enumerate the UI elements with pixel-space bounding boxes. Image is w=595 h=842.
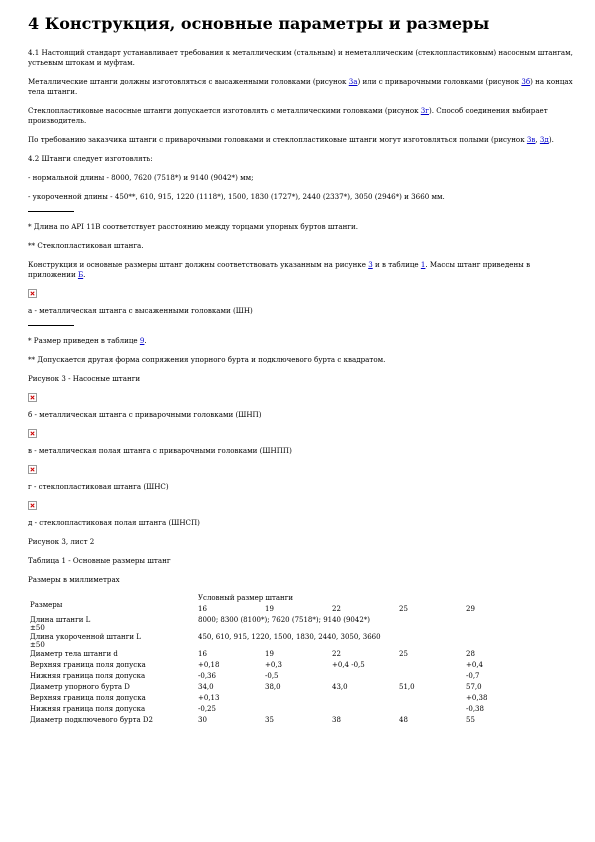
table-cell: +0,38 — [466, 694, 488, 702]
table-cell: -0,25 — [198, 705, 216, 713]
table-cell: -0,36 — [198, 672, 216, 680]
footnote-shoulder-shape: ** Допускается другая форма сопряжения упорного бурта и подключевого бурта с квадратом. — [28, 355, 386, 364]
row-label-tolerance: ±50 — [30, 624, 45, 632]
footnote-size — [28, 336, 576, 346]
caption-figure-v: в - металлическая полая штанга с приварочными головками (ШНПП) — [28, 446, 292, 455]
table-cell: 38 — [332, 716, 341, 724]
broken-image-icon — [28, 501, 37, 510]
text-run: По требованию заказчика штанги с приварочными головками и стеклопластиковые штанги могут изготовляться полыми (рисунок — [28, 135, 527, 144]
table-cell: -0,7 — [466, 672, 480, 680]
row-label-text: Длина укороченной штанги L — [30, 633, 141, 641]
table-cell: 48 — [399, 716, 408, 724]
table-cell: 450, 610, 915, 1220, 1500, 1830, 2440, 3050, 3660 — [198, 633, 381, 641]
paragraph-hollow-rods — [28, 135, 576, 145]
row-label-text: Длина штанги L — [30, 616, 91, 624]
text-run: ). Способ соединения выбирает производитель. — [28, 106, 548, 125]
text-run: . Массы штанг приведены в приложении — [28, 260, 531, 279]
link-table-9[interactable]: 9 — [139, 336, 145, 345]
caption-figure-d: д - стеклопластиковая полая штанга (ШНСП) — [28, 518, 200, 527]
link-table-1[interactable]: 1 — [420, 260, 426, 269]
broken-image-icon — [28, 429, 37, 438]
table-row — [30, 683, 500, 694]
table-cell: 19 — [265, 650, 274, 658]
text-run: и в таблице — [372, 260, 421, 269]
table-cell: 16 — [198, 650, 207, 658]
table-cell: 43,0 — [332, 683, 348, 691]
table-row-label: Диаметр тела штанги d — [30, 650, 118, 658]
caption-figure-b: б - металлическая штанга с приварочными головками (ШНП) — [28, 410, 262, 419]
link-figure-3[interactable]: 3 — [368, 260, 373, 269]
table-cell — [399, 661, 466, 672]
table-size-cell: 16 — [198, 605, 207, 613]
table-row — [30, 672, 500, 683]
text-run: . — [83, 270, 86, 279]
table-row-label: Верхняя граница поля допуска — [30, 694, 146, 702]
table-cell: 38,0 — [265, 683, 281, 691]
footnote-fiberglass: ** Стеклопластиковая штанга. — [28, 241, 144, 250]
table-row — [30, 650, 500, 661]
link-figure-3a[interactable]: 3а — [348, 77, 358, 86]
table-cell: -0,5 — [265, 672, 279, 680]
table-size-cell: 22 — [332, 605, 341, 613]
table-cell — [332, 672, 399, 683]
text-run: ) или с приварочными головками (рисунок — [357, 77, 522, 86]
text-run: . — [144, 336, 147, 345]
table-size-cell: 29 — [466, 605, 475, 613]
link-figure-3d[interactable]: 3д — [539, 135, 549, 144]
broken-image-icon — [28, 393, 37, 402]
link-appendix-b[interactable]: Б — [77, 270, 84, 279]
table-size-cell: 25 — [399, 605, 408, 613]
footnote-divider — [28, 211, 74, 212]
paragraph-design-reference — [28, 260, 576, 280]
table-row — [30, 694, 500, 705]
table-row-label: Верхняя граница поля допуска — [30, 661, 146, 669]
table-cell — [265, 705, 332, 716]
link-figure-3b[interactable]: 3б — [521, 77, 531, 86]
table-row — [30, 633, 500, 650]
table-row — [30, 616, 500, 633]
figure-sheet-label: Рисунок 3, лист 2 — [28, 537, 95, 546]
dimensions-table — [30, 594, 500, 727]
table-cell: -0,38 — [466, 705, 484, 713]
table-size-cell: 19 — [265, 605, 274, 613]
table-units: Размеры в миллиметрах — [28, 575, 120, 584]
table-cell: +0,18 — [198, 661, 220, 669]
table-header-row — [30, 594, 500, 605]
table-cell: 8000; 8300 (8100*); 7620 (7518*); 9140 (9042*) — [198, 616, 371, 624]
paragraph-metal-rods — [28, 77, 576, 97]
table-header-group: Условный размер штанги — [198, 594, 294, 602]
table-cell: 35 — [265, 716, 274, 724]
table-header-label: Размеры — [30, 601, 63, 609]
table-cell: +0,4 — [466, 661, 483, 669]
text-run: Стеклопластиковые насосные штанги допускается изготовлять с металлическими головками (рисунок — [28, 106, 421, 115]
paragraph-short-length: - укороченной длины - 450**, 610, 915, 1220 (1118*), 1500, 1830 (1727*), 2440 (2337*), 3050 (2946*) и 3660 мм. — [28, 192, 445, 201]
table-cell: +0,13 — [198, 694, 220, 702]
paragraph-normal-length: - нормальной длины - 8000, 7620 (7518*) и 9140 (9042*) мм; — [28, 173, 254, 182]
table-cell — [399, 694, 466, 705]
table-cell — [399, 705, 466, 716]
table-cell: 55 — [466, 716, 475, 724]
text-run: * Размер приведен в таблице — [28, 336, 140, 345]
footnote-api: * Длина по API 11В соответствует расстоянию между торцами упорных буртов штанги. — [28, 222, 359, 231]
text-run: Металлические штанги должны изготовляться с высаженными головками (рисунок — [28, 77, 349, 86]
table-cell: +0,3 — [265, 661, 282, 669]
paragraph-fiberglass-rods — [28, 106, 576, 126]
table-row — [30, 716, 500, 727]
table-cell: 28 — [466, 650, 475, 658]
document-page — [28, 14, 576, 727]
caption-figure-a: а - металлическая штанга с высаженными головками (ШН) — [28, 306, 253, 315]
table-cell — [332, 694, 399, 705]
table-cell: 25 — [399, 650, 408, 658]
table-cell: 57,0 — [466, 683, 482, 691]
broken-image-icon — [28, 289, 37, 298]
table-cell: 51,0 — [399, 683, 415, 691]
footnote-divider — [28, 325, 74, 326]
link-figure-3g[interactable]: 3г — [420, 106, 430, 115]
broken-image-icon — [28, 465, 37, 474]
row-label-tolerance: ±50 — [30, 641, 45, 649]
table-body — [30, 650, 500, 727]
figure-title: Рисунок 3 - Насосные штанги — [28, 374, 141, 383]
paragraph-4-1: 4.1 Настоящий стандарт устанавливает требования к металлическим (стальным) и неметаллическим (стеклопластиковым) насосным штангам, устьевым штокам и муфтам. — [28, 48, 573, 67]
table-cell: 34,0 — [198, 683, 214, 691]
table-title: Таблица 1 - Основные размеры штанг — [28, 556, 171, 565]
table-cell — [332, 705, 399, 716]
paragraph-4-2: 4.2 Штанги следует изготовлять: — [28, 154, 153, 163]
table-cell — [399, 672, 466, 683]
table-cell: 30 — [198, 716, 207, 724]
table-row-label: Диаметр упорного бурта D — [30, 683, 130, 691]
link-figure-3v[interactable]: 3в — [526, 135, 536, 144]
text-run: ) на концах тела штанги. — [28, 77, 573, 96]
table-row-label: Диаметр подключевого бурта D2 — [30, 716, 153, 724]
table-row-label: Нижняя граница поля допуска — [30, 672, 146, 680]
table-cell: 22 — [332, 650, 341, 658]
table-cell: +0,4 -0,5 — [332, 661, 365, 669]
table-row-label: Нижняя граница поля допуска — [30, 705, 146, 713]
text-run: Конструкция и основные размеры штанг должны соответствовать указанным на рисунке — [28, 260, 369, 269]
table-cell — [265, 694, 332, 705]
table-row — [30, 661, 500, 672]
caption-figure-g: г - стеклопластиковая штанга (ШНС) — [28, 482, 169, 491]
section-title: 4 Конструкция, основные параметры и размеры — [28, 14, 490, 33]
text-run: , — [535, 135, 540, 144]
table-row-label — [30, 616, 198, 633]
table-row — [30, 705, 500, 716]
table-row-label — [30, 633, 198, 650]
text-run: ). — [548, 135, 554, 144]
